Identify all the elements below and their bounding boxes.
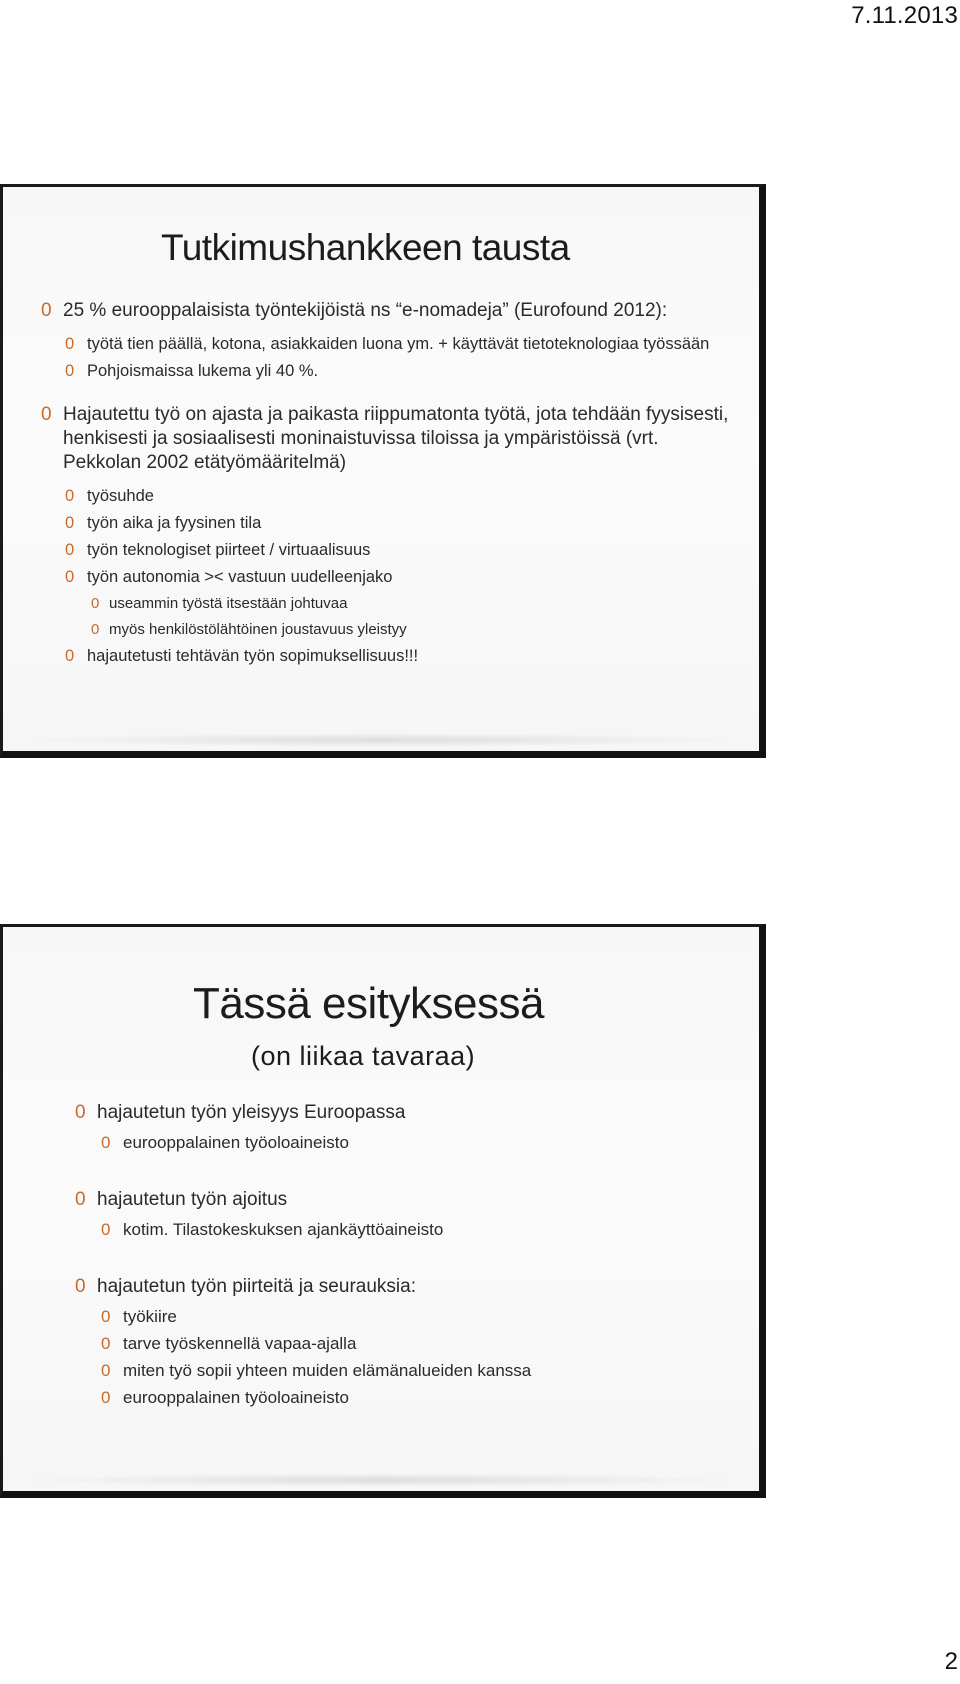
slide-subtitle: (on liikaa tavaraa) [251,1041,476,1071]
slide-title: Tässä esityksessä [193,979,544,1028]
sub-bullet-item [101,1334,739,1354]
bullet-marker: 0 [41,300,52,321]
sub-bullet-item [65,568,739,587]
bullet-text: hajautetun työn yleisyys Euroopassa [97,1102,406,1123]
bullet-marker: 0 [41,404,52,425]
bullet-marker: 0 [101,1220,111,1239]
bullet-marker: 0 [65,487,75,505]
bullet-text: hajautetusti tehtävän työn sopimuksellisuus!!! [87,647,419,665]
sub-bullet-item [101,1361,739,1381]
bullet-marker: 0 [101,1334,111,1353]
bullet-marker: 0 [65,541,75,559]
sub-sub-bullet-item [91,595,739,613]
bullet-text: työn teknologiset piirteet / virtuaalisuus [87,541,371,559]
sub-bullet-item [101,1307,739,1327]
slide-title: Tutkimushankkeen tausta [161,227,570,268]
sub-bullet-item [65,487,739,506]
bullet-text: työn autonomia >< vastuun uudelleenjako [87,568,393,586]
bullet-marker: 0 [101,1361,111,1380]
bullet-marker: 0 [75,1102,86,1123]
page-date: 7.11.2013 [851,2,958,29]
spacer [75,1160,739,1188]
sub-bullet-item [101,1133,739,1153]
bullet-marker: 0 [75,1189,86,1210]
sub-bullet-item [65,647,739,666]
bullet-item [41,403,739,475]
bullet-text: myös henkilöstölähtöinen joustavuus yleistyy [109,621,407,638]
bullet-text: hajautetun työn piirteitä ja seurauksia: [97,1276,416,1297]
bullet-text: työsuhde [87,487,154,505]
slide-research-background [0,184,766,758]
slide-presentation-contents [0,924,766,1498]
bullet-marker: 0 [91,621,100,638]
bullet-marker: 0 [65,362,75,380]
bullet-marker: 0 [101,1133,111,1152]
bullet-marker: 0 [101,1388,111,1407]
sub-bullet-item [101,1388,739,1408]
bullet-item [75,1275,739,1299]
bullet-marker: 0 [65,647,75,665]
bullet-text: Hajautettu työ on ajasta ja paikasta riippumatonta työtä, jota tehdään fyysisesti, henkisesti ja sosiaalisesti moninaistuvissa tiloissa ja ympäristöissä (vrt. Pekkolan 2002 etätyömääritelmä) [63,404,729,473]
bullet-text: tarve työskennellä vapaa-ajalla [123,1334,357,1353]
bullet-list [75,1101,739,1415]
bullet-text: eurooppalainen työoloaineisto [123,1388,349,1407]
page-number: 2 [944,1648,958,1675]
bullet-list [41,299,739,674]
bullet-item [41,299,739,323]
bullet-marker: 0 [65,514,75,532]
bullet-text: miten työ sopii yhteen muiden elämänalueiden kanssa [123,1361,532,1380]
bullet-text: useammin työstä itsestään johtuvaa [109,595,348,612]
bullet-marker: 0 [65,568,75,586]
bullet-text: työn aika ja fyysinen tila [87,514,262,532]
sub-bullet-item [65,335,739,354]
bullet-text: työkiire [123,1307,177,1326]
bullet-item [75,1188,739,1212]
sub-sub-bullet-item [91,621,739,639]
sub-bullet-item [101,1220,739,1240]
bullet-text: 25 % eurooppalaisista työntekijöistä ns “e-nomadeja” (Eurofound 2012): [63,300,668,321]
bullet-marker: 0 [101,1307,111,1326]
bullet-text: hajautetun työn ajoitus [97,1189,288,1210]
bullet-marker: 0 [75,1276,86,1297]
bullet-text: työtä tien päällä, kotona, asiakkaiden luona ym. + käyttävät tietoteknologiaa työssään [87,335,710,353]
bullet-text: eurooppalainen työoloaineisto [123,1133,349,1152]
sub-bullet-item [65,541,739,560]
sub-bullet-item [65,514,739,533]
spacer [75,1247,739,1275]
bullet-marker: 0 [65,335,75,353]
bullet-text: kotim. Tilastokeskuksen ajankäyttöaineisto [123,1220,444,1239]
sub-bullet-item [65,362,739,381]
bullet-item [75,1101,739,1125]
bullet-text: Pohjoismaissa lukema yli 40 %. [87,362,319,380]
bullet-marker: 0 [91,595,100,612]
